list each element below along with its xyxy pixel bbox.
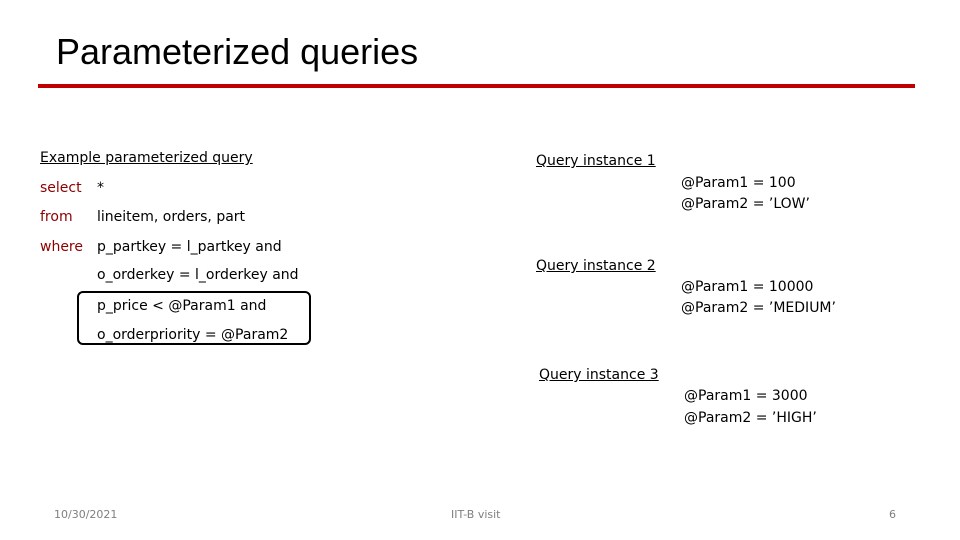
instance-1-param2: @Param2 = ’LOW’ — [681, 196, 810, 212]
keyword-from: from — [40, 209, 73, 225]
footer-center-text: IIT-B visit — [451, 508, 501, 521]
instance-3-param1: @Param1 = 3000 — [684, 388, 808, 404]
slide-title: Parameterized queries — [56, 31, 419, 72]
instance-2-param1: @Param1 = 10000 — [681, 279, 814, 295]
instance-1-param1: @Param1 = 100 — [681, 175, 796, 191]
title-divider — [38, 84, 915, 88]
query-line-condition-param1: p_price < @Param1 and — [97, 298, 267, 314]
page-number: 6 — [889, 508, 896, 521]
query-line-condition-orderkey: o_orderkey = l_orderkey and — [97, 267, 299, 283]
footer-date: 10/30/2021 — [54, 508, 118, 521]
query-line-condition-param2: o_orderpriority = @Param2 — [97, 327, 289, 343]
instance-1-label: Query instance 1 — [536, 153, 656, 169]
query-line-from: lineitem, orders, part — [97, 209, 246, 225]
keyword-where: where — [40, 239, 83, 255]
instance-3-label: Query instance 3 — [539, 367, 659, 383]
instance-2-param2: @Param2 = ’MEDIUM’ — [681, 300, 836, 316]
query-heading: Example parameterized query — [40, 150, 253, 166]
instance-2-label: Query instance 2 — [536, 258, 656, 274]
keyword-select: select — [40, 180, 82, 196]
query-line-select: * — [97, 180, 104, 196]
instance-3-param2: @Param2 = ’HIGH’ — [684, 410, 817, 426]
query-line-where: p_partkey = l_partkey and — [97, 239, 282, 255]
